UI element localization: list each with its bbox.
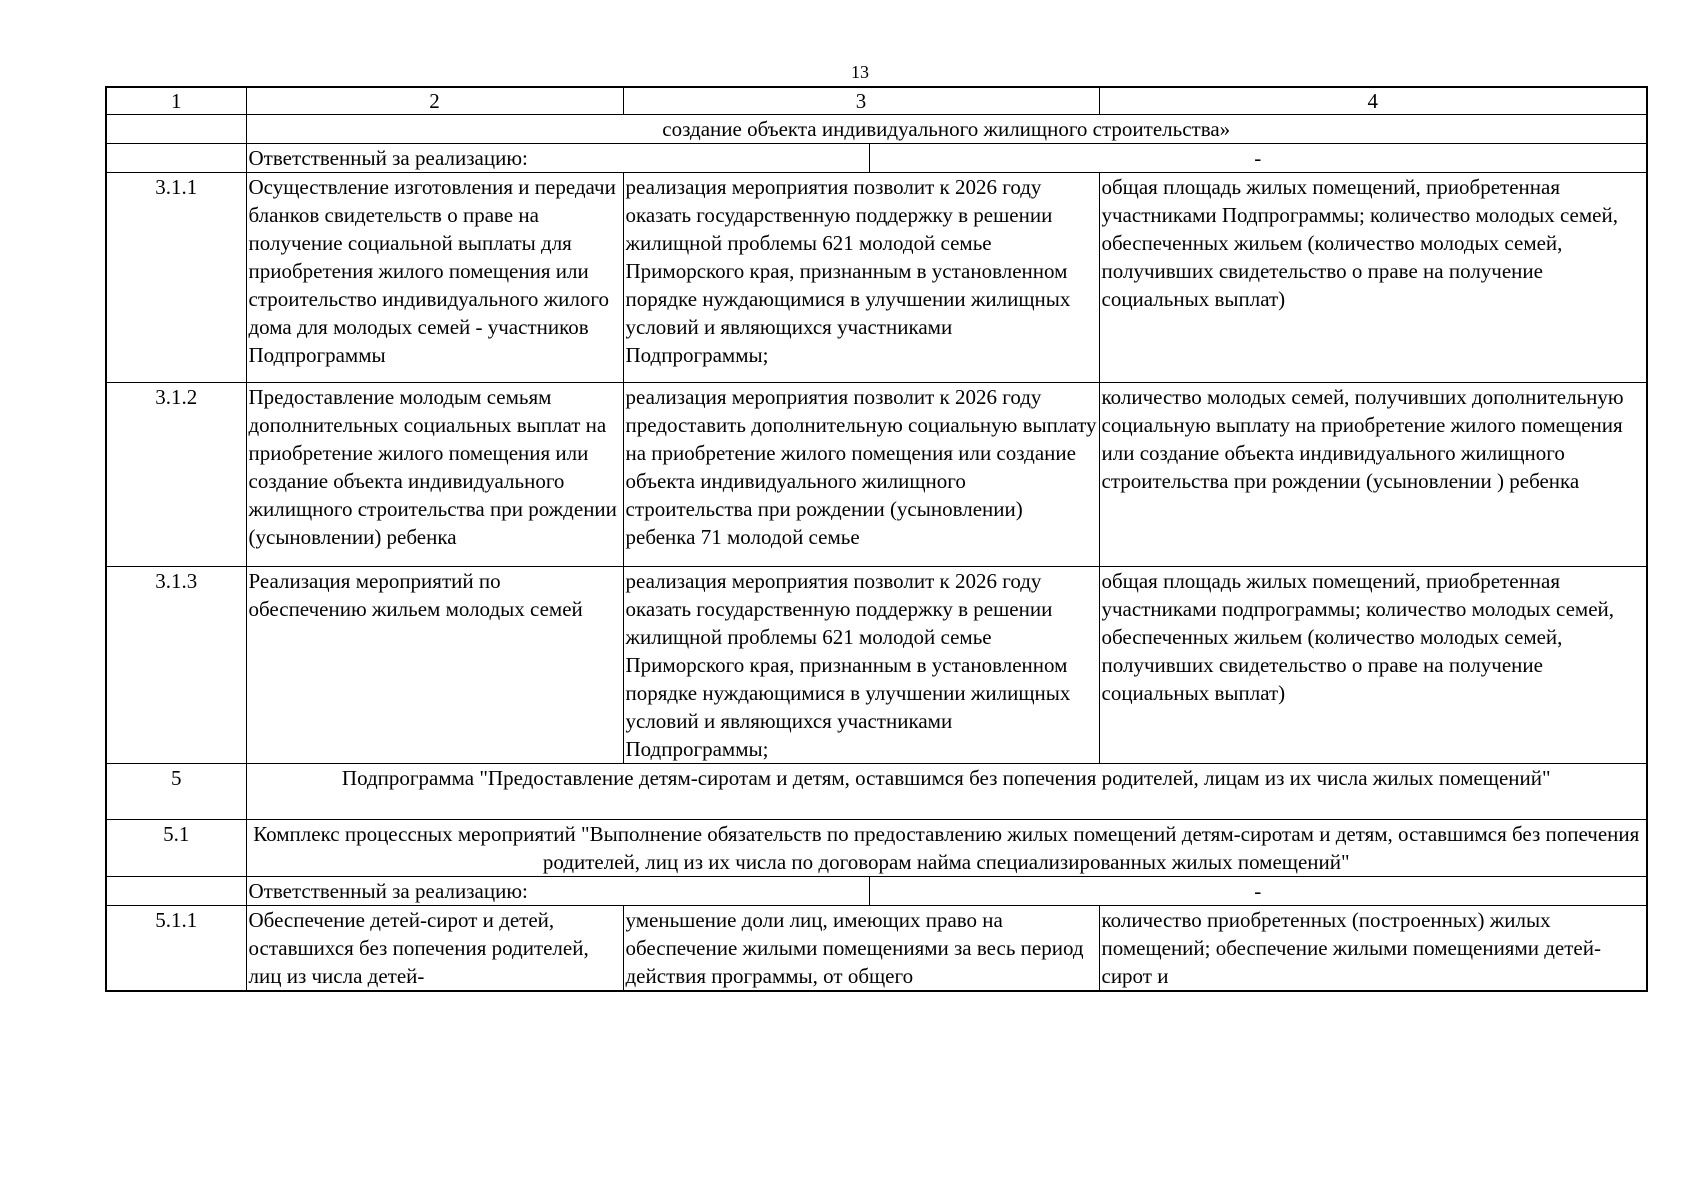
subtitle-row (106, 115, 1647, 144)
responsible-value: - (1254, 879, 1262, 903)
header-col-1: 1 (106, 87, 246, 115)
row-number: 5 (106, 764, 246, 820)
activity-cell: Обеспечение детей-сирот и детей, оставшихся без попечения родителей, лиц из числа детей- (246, 906, 623, 992)
result-cell: реализация мероприятия позволит к 2026 году оказать государственную поддержку в решении жилищной проблемы 621 молодой семье Приморского края, признанным в установленном порядке нуждающимися в улучшении жилищных условий и являющихся участниками Подпрограммы; (623, 567, 1099, 764)
responsible-label: Ответственный за реализацию: (247, 877, 870, 905)
activity-cell: Реализация мероприятий по обеспечению жильем молодых семей (246, 567, 623, 764)
header-col-4: 4 (1099, 87, 1647, 115)
responsible-row-2 (106, 877, 1647, 906)
table-row (106, 906, 1647, 992)
row-number: 3.1.2 (106, 383, 246, 567)
responsible-label: Ответственный за реализацию: (247, 144, 870, 172)
table-row (106, 173, 1647, 383)
indicator-cell: общая площадь жилых помещений, приобретенная участниками Подпрограммы; количество молодых семей, обеспеченных жильем (количество молодых семей, получивших свидетельство о праве на получение социальных выплат) (1099, 173, 1647, 383)
activity-cell: Осуществление изготовления и передачи бланков свидетельств о праве на получение социальной выплаты для приобретения жилого помещения или строительство индивидуального жилого дома для молодых семей - участников Подпрограммы (246, 173, 623, 383)
result-cell: реализация мероприятия позволит к 2026 году оказать государственную поддержку в решении жилищной проблемы 621 молодой семье Приморского края, признанным в установленном порядке нуждающимися в улучшении жилищных условий и являющихся участниками Подпрограммы; (623, 173, 1099, 383)
row-number: 3.1.1 (106, 173, 246, 383)
indicator-cell: количество приобретенных (построенных) жилых помещений; обеспечение жилыми помещениями детей-сирот и (1099, 906, 1647, 992)
responsible-value: - (1254, 146, 1262, 170)
program-table (105, 86, 1648, 992)
table-row (106, 567, 1647, 764)
responsible-row-1 (106, 144, 1647, 173)
row-number: 5.1.1 (106, 906, 246, 992)
header-col-3: 3 (623, 87, 1099, 115)
subprogram-title: Подпрограмма "Предоставление детям-сиротам и детям, оставшимся без попечения родителей, лицам из их числа жилых помещений" (246, 764, 1647, 820)
process-complex-row (106, 820, 1647, 877)
result-cell: уменьшение доли лиц, имеющих право на обеспечение жилыми помещениями за весь период действия программы, от общего (623, 906, 1099, 992)
subprogram-row (106, 764, 1647, 820)
header-row (106, 87, 1647, 115)
page-number: 13 (851, 62, 869, 82)
table-row (106, 383, 1647, 567)
indicator-cell: количество молодых семей, получивших дополнительную социальную выплату на приобретение жилого помещения или создание объекта индивидуального жилищного строительства при рождении (усыновлении ) ребенка (1099, 383, 1647, 567)
subtitle-cell: создание объекта индивидуального жилищного строительства» (246, 115, 1647, 144)
header-col-2: 2 (246, 87, 623, 115)
process-complex-title: Комплекс процессных мероприятий "Выполнение обязательств по предоставлению жилых помещений детям-сиротам и детям, оставшимся без попечения родителей, лиц из их числа по договорам найма специализированных жилых помещений" (246, 820, 1647, 877)
result-cell: реализация мероприятия позволит к 2026 году предоставить дополнительную социальную выплату на приобретение жилого помещения или создание объекта индивидуального жилищного строительства при рождении (усыновлении) ребенка 71 молодой семье (623, 383, 1099, 567)
indicator-cell: общая площадь жилых помещений, приобретенная участниками подпрограммы; количество молодых семей, обеспеченных жильем (количество молодых семей, получивших свидетельство о праве на получение социальных выплат) (1099, 567, 1647, 764)
row-number: 5.1 (106, 820, 246, 877)
row-number: 3.1.3 (106, 567, 246, 764)
activity-cell: Предоставление молодым семьям дополнительных социальных выплат на приобретение жилого помещения или создание объекта индивидуального жилищного строительства при рождении (усыновлении) ребенка (246, 383, 623, 567)
